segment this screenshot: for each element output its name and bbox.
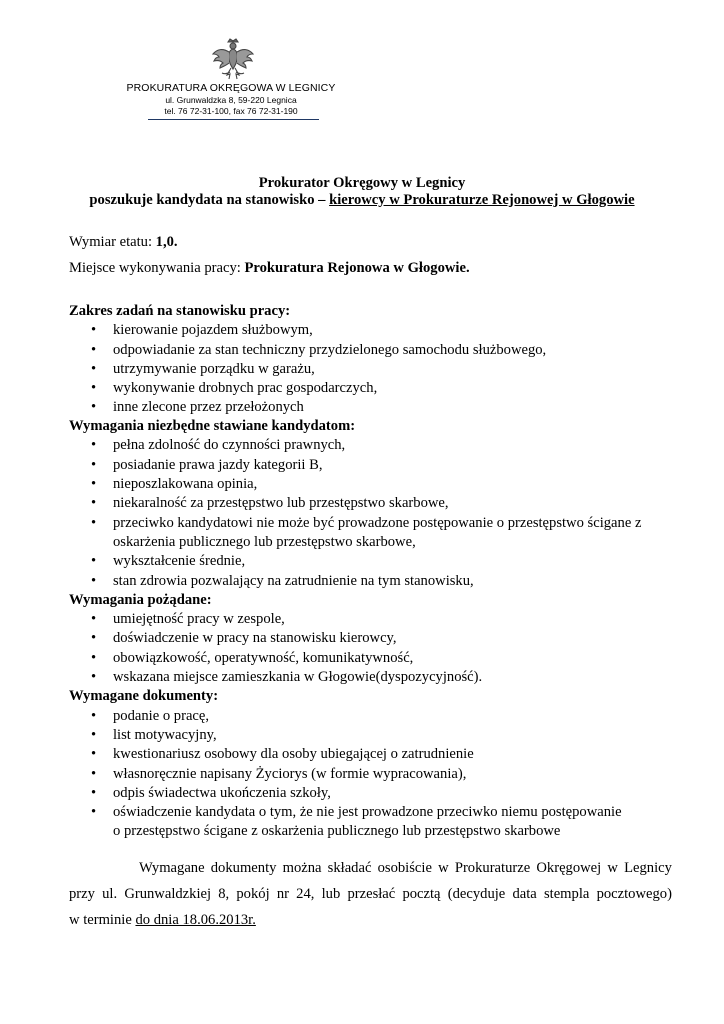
list-item: • obowiązkowość, operatywność, komunikatywność, xyxy=(113,650,413,667)
office-name: PROKURATURA OKRĘGOWA W LEGNICY xyxy=(126,82,336,94)
list-item: • stan zdrowia pozwalający na zatrudnienie na tym stanowisku, xyxy=(113,573,474,590)
workplace-value: Prokuratura Rejonowa w Głogowie. xyxy=(244,260,470,276)
list-item-continuation: oskarżenia publicznego lub przestępstwo skarbowe, xyxy=(113,534,416,550)
closing-word: dokumenty xyxy=(210,860,277,876)
closing-word: 24, xyxy=(296,886,315,902)
list-item: • kierowanie pojazdem służbowym, xyxy=(113,322,313,339)
list-item: • inne zlecone przez przełożonych xyxy=(113,399,304,416)
closing-word: Grunwaldzkiej xyxy=(124,886,212,902)
closing-word: pocztowego) xyxy=(596,886,672,902)
list-item: • przeciwko kandydatowi nie może być prowadzone postępowanie o przestępstwo ścigane z xyxy=(113,515,641,532)
closing-word: Wymagane xyxy=(139,860,205,876)
closing-word: (decyduje xyxy=(447,886,506,902)
list-item-continuation: o przestępstwo ścigane z oskarżenia publicznego lub przestępstwo skarbowe xyxy=(113,823,561,839)
list-item: • wykształcenie średnie, xyxy=(113,553,245,570)
desired-heading: Wymagania pożądane: xyxy=(69,592,212,608)
office-address: ul. Grunwaldzka 8, 59-220 Legnica xyxy=(165,95,297,105)
list-item: • własnoręcznie napisany Życiorys (w formie wypracowania), xyxy=(113,766,466,783)
list-item: • niekaralność za przestępstwo lub przestępstwo skarbowe, xyxy=(113,495,449,512)
closing-word: w xyxy=(438,860,449,876)
list-item: • wskazana miejsce zamieszkania w Głogowie(dyspozycyjność). xyxy=(113,669,482,686)
closing-line-2 xyxy=(69,886,672,903)
closing-word: osobiście xyxy=(377,860,432,876)
header-divider xyxy=(148,119,319,120)
list-item: • posiadanie prawa jazdy kategorii B, xyxy=(113,457,323,474)
deadline-date: do dnia 18.06.2013r. xyxy=(135,912,256,928)
list-item: • podanie o pracę, xyxy=(113,708,209,725)
closing-word: Okręgowej xyxy=(536,860,602,876)
list-item: • umiejętność pracy w zespole, xyxy=(113,611,285,628)
list-item: • nieposzlakowana opinia, xyxy=(113,476,257,493)
closing-word: składać xyxy=(327,860,372,876)
list-item: • oświadczenie kandydata o tym, że nie jest prowadzone przeciwko niemu postępowanie xyxy=(113,804,622,821)
etat-value: 1,0. xyxy=(155,234,178,250)
list-item: • kwestionariusz osobowy dla osoby ubiegającej o zatrudnienie xyxy=(113,746,474,763)
list-item: • doświadczenie w pracy na stanowisku kierowcy, xyxy=(113,630,397,647)
position-name: kierowcy w Prokuraturze Rejonowej w Głogowie xyxy=(329,192,635,208)
closing-word: nr xyxy=(276,886,289,902)
documents-heading: Wymagane dokumenty: xyxy=(69,688,219,704)
closing-word: przy xyxy=(69,886,95,902)
list-item: • wykonywanie drobnych prac gospodarczych, xyxy=(113,380,377,397)
closing-word: ul. xyxy=(102,886,118,902)
closing-line-1 xyxy=(139,860,672,877)
closing-word: w xyxy=(607,860,618,876)
list-item: • utrzymywanie porządku w garażu, xyxy=(113,361,315,378)
required-heading: Wymagania niezbędne stawiane kandydatom: xyxy=(69,418,356,434)
closing-line-3: w terminie do dnia 18.06.2013r. xyxy=(69,912,256,928)
closing-word: Legnicy xyxy=(624,860,672,876)
announcement-title: Prokurator Okręgowy w Legnicy xyxy=(258,175,466,191)
closing-word: data xyxy=(512,886,537,902)
list-item: • odpis świadectwa ukończenia szkoły, xyxy=(113,785,331,802)
list-item: • pełna zdolność do czynności prawnych, xyxy=(113,437,345,454)
announcement-subtitle: poszukuje kandydata na stanowisko – kierowcy w Prokuraturze Rejonowej w Głogowie xyxy=(89,192,635,208)
office-phone-fax: tel. 76 72-31-100, fax 76 72-31-190 xyxy=(164,106,298,116)
closing-word: przesłać xyxy=(347,886,396,902)
closing-word: można xyxy=(282,860,322,876)
etat-line: Wymiar etatu: 1,0. xyxy=(69,234,178,250)
polish-eagle-emblem-icon xyxy=(210,36,256,82)
closing-word: Prokuraturze xyxy=(454,860,531,876)
closing-word: pocztą xyxy=(402,886,441,902)
closing-word: pokój xyxy=(236,886,270,902)
list-item: • odpowiadanie za stan techniczny przydzielonego samochodu służbowego, xyxy=(113,342,546,359)
tasks-heading: Zakres zadań na stanowisku pracy: xyxy=(69,303,291,319)
closing-word: 8, xyxy=(218,886,230,902)
workplace-line: Miejsce wykonywania pracy: Prokuratura Rejonowa w Głogowie. xyxy=(69,260,470,276)
closing-word: lub xyxy=(321,886,341,902)
list-item: • list motywacyjny, xyxy=(113,727,217,744)
closing-word: stempla xyxy=(543,886,590,902)
